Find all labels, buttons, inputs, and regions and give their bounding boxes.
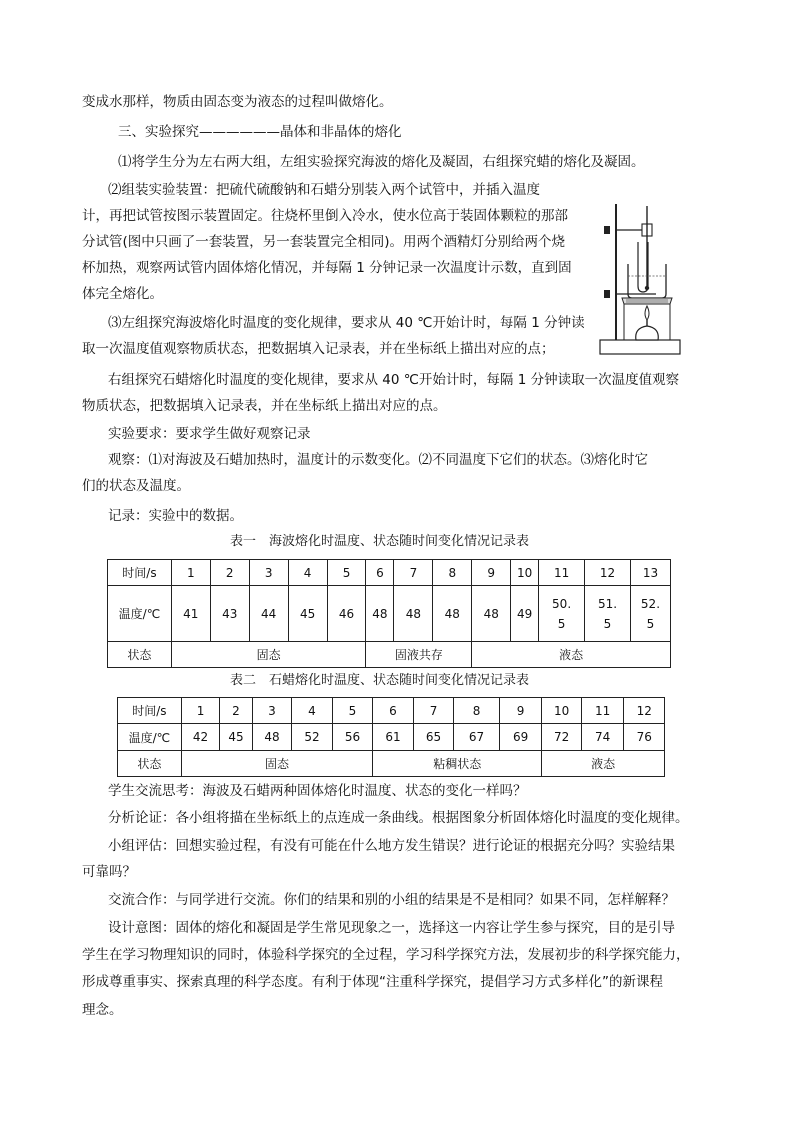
paragraph: 分析论证：各小组将描在坐标纸上的点连成一条曲线。根据图象分析固体熔化时温度的变化规律。 (108, 810, 689, 826)
paragraph: ⑴将学生分为左右两大组，左组实验探究海波的熔化及凝固，右组探究蜡的熔化及凝固。 (118, 154, 645, 170)
table2-temp-cell: 42 (181, 724, 219, 751)
paragraph: 交流合作：与同学进行交流。你们的结果和别的小组的结果是不是相同？如果不同，怎样解释？ (108, 892, 675, 908)
table1-time-cell: 11 (539, 560, 585, 586)
paragraph: 物质状态，把数据填入记录表，并在坐标纸上描出对应的点。 (82, 398, 447, 414)
paragraph: 观察：⑴对海波及石蜡加热时，温度计的示数变化。⑵不同温度下它们的状态。⑶熔化时它 (108, 452, 648, 468)
table1-temp-cell (539, 586, 585, 642)
table1-time-cell: 5 (327, 560, 366, 586)
temp-value-line: 50. (552, 596, 572, 611)
table2-state-label: 状态 (118, 751, 182, 777)
paragraph: 学生在学习物理知识的同时，体验科学探究的全过程，学习科学探究方法，发展初步的科学探究能力， (82, 947, 690, 963)
table1-time-cell: 1 (171, 560, 210, 586)
table2-temp-cell: 48 (252, 724, 292, 751)
temp-value-line: 5 (557, 616, 566, 631)
table2-paraffin-melting-record (117, 697, 665, 777)
paragraph: 右组探究石蜡熔化时温度的变化规律，要求从 40 ℃开始计时，每隔 1 分钟读取一次温度值观察 (108, 372, 680, 388)
table1-temp-cell: 45 (288, 586, 327, 642)
table2-temp-label: 温度/℃ (118, 724, 182, 751)
table2-time-cell: 5 (332, 698, 373, 724)
table1-state-cell: 液态 (472, 642, 671, 668)
table2-time-cell: 4 (292, 698, 333, 724)
table1-time-cell: 4 (288, 560, 327, 586)
table1-time-label: 时间/s (108, 560, 172, 586)
table2-time-cell: 3 (252, 698, 292, 724)
table1-time-cell: 10 (511, 560, 539, 586)
temp-value-line: 52. (640, 596, 661, 611)
paragraph: 设计意图：固体的熔化和凝固是学生常见现象之一，选择这一内容让学生参与探究，目的是引导 (108, 920, 675, 936)
table2-temp-cell: 56 (332, 724, 373, 751)
table1-temp-cell: 49 (511, 586, 539, 642)
section-heading: 三、实验探究——————晶体和非晶体的熔化 (118, 124, 402, 140)
table1-temp-cell (585, 586, 631, 642)
table2-time-cell: 12 (624, 698, 665, 724)
table1-temp-cell: 44 (249, 586, 288, 642)
table1-time-cell: 7 (394, 560, 433, 586)
paragraph: 取一次温度值观察物质状态，把数据填入记录表，并在坐标纸上描出对应的点； (82, 341, 555, 357)
table2-time-cell: 8 (454, 698, 500, 724)
table2-time-label: 时间/s (118, 698, 182, 724)
table1-time-cell: 12 (585, 560, 631, 586)
table2-temp-cell: 65 (413, 724, 454, 751)
table1-temp-cell: 46 (327, 586, 366, 642)
table2-time-cell: 7 (413, 698, 454, 724)
table2-time-cell: 6 (373, 698, 414, 724)
wire-gauze (622, 298, 672, 304)
table2-temp-cell: 74 (581, 724, 624, 751)
table2-time-cell: 1 (181, 698, 219, 724)
table1-temp-cell: 41 (171, 586, 210, 642)
paragraph: 记录：实验中的数据。 (108, 508, 243, 524)
table1-time-cell: 8 (433, 560, 472, 586)
table2-state-cell: 粘稠状态 (373, 751, 542, 777)
table1-state-cell: 固态 (171, 642, 366, 668)
table2-temp-cell: 45 (220, 724, 252, 751)
paragraph: 学生交流思考：海波及石蜡两种固体熔化时温度、状态的变化一样吗？ (108, 783, 527, 799)
table1-time-cell: 13 (630, 560, 670, 586)
temp-value-line: 5 (646, 616, 655, 631)
table2-temp-cell: 52 (292, 724, 333, 751)
temp-value-line: 5 (603, 616, 612, 631)
table1-caption: 表一 海波熔化时温度、状态随时间变化情况记录表 (230, 534, 530, 549)
table2-state-cell: 液态 (542, 751, 665, 777)
table1-hypo-melting-record (107, 559, 671, 668)
paragraph: 实验要求：要求学生做好观察记录 (108, 426, 311, 442)
table2-temp-cell: 61 (373, 724, 414, 751)
table2-time-cell: 11 (581, 698, 624, 724)
table1-state-cell: 固液共存 (366, 642, 472, 668)
table1-temp-cell: 48 (366, 586, 394, 642)
table2-time-cell: 2 (220, 698, 252, 724)
table2-temp-cell: 76 (624, 724, 665, 751)
table2-temp-cell: 69 (499, 724, 542, 751)
stand-base (600, 340, 680, 354)
table1-temp-cell: 43 (210, 586, 249, 642)
experiment-apparatus-illustration (598, 202, 682, 358)
flame (645, 306, 649, 320)
paragraph: 体完全熔化。 (82, 286, 163, 302)
temp-value-line: 51. (597, 596, 618, 611)
table1-time-cell: 9 (472, 560, 511, 586)
table1-temp-cell: 48 (394, 586, 433, 642)
paragraph: 形成尊重事实、探索真理的科学态度。有利于体现“注重科学探究，提倡学习方式多样化”的新课程 (82, 974, 663, 990)
alcohol-lamp (636, 326, 659, 340)
paragraph: 可靠吗？ (82, 864, 136, 880)
table1-time-cell: 2 (210, 560, 249, 586)
table1-time-cell: 3 (249, 560, 288, 586)
paragraph: ⑶左组探究海波熔化时温度的变化规律，要求从 40 ℃开始计时，每隔 1 分钟读 (108, 315, 585, 331)
paragraph: 小组评估：回想实验过程，有没有可能在什么地方发生错误？进行论证的根据充分吗？实验结果 (108, 838, 675, 854)
table2-time-cell: 10 (542, 698, 582, 724)
table1-time-cell: 6 (366, 560, 394, 586)
table1-temp-label: 温度/℃ (108, 586, 172, 642)
table2-temp-cell: 72 (542, 724, 582, 751)
table2-temp-cell: 67 (454, 724, 500, 751)
paragraph: ⑵组装实验装置：把硫代硫酸钠和石蜡分别装入两个试管中，并插入温度 (108, 182, 540, 198)
table1-temp-cell: 48 (433, 586, 472, 642)
paragraph: 们的状态及温度。 (82, 478, 190, 494)
table2-time-cell: 9 (499, 698, 542, 724)
table1-temp-cell: 48 (472, 586, 511, 642)
table1-state-label: 状态 (108, 642, 172, 668)
table2-caption: 表二 石蜡熔化时温度、状态随时间变化情况记录表 (230, 673, 530, 688)
paragraph: 理念。 (82, 1002, 123, 1018)
paragraph: 计，再把试管按图示装置固定。往烧杯里倒入冷水，使水位高于装固体颗粒的那部 (82, 208, 568, 224)
paragraph: 杯加热，观察两试管内固体熔化情况，并每隔 1 分钟记录一次温度计示数，直到固 (82, 260, 572, 276)
table2-state-cell: 固态 (181, 751, 372, 777)
paragraph: 变成水那样，物质由固态变为液态的过程叫做熔化。 (82, 94, 393, 110)
table1-temp-cell (630, 586, 670, 642)
paragraph: 分试管(图中只画了一套装置，另一套装置完全相同)。用两个酒精灯分别给两个烧 (82, 234, 566, 250)
